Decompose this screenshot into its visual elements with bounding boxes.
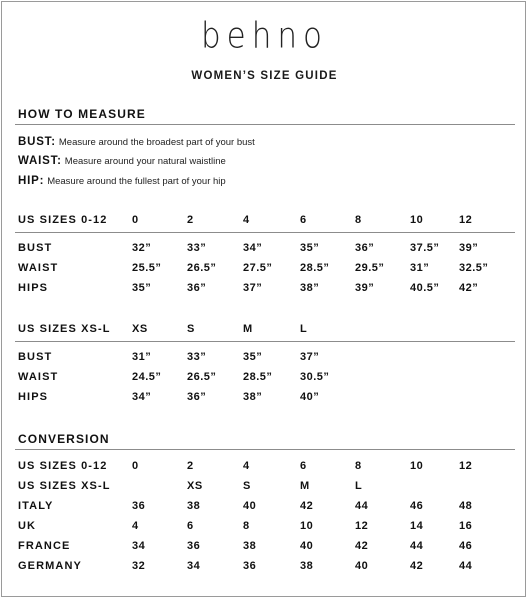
table-row — [0, 480, 529, 496]
divider — [15, 341, 515, 342]
table-cell: L — [355, 480, 363, 492]
table-cell: 36” — [187, 391, 207, 403]
table-cell: 0 — [132, 460, 139, 472]
definition-bust — [18, 136, 255, 148]
table-row — [0, 282, 529, 298]
table-cell: 36” — [355, 242, 375, 254]
table-cell: 2 — [187, 460, 194, 472]
table-cell: 34 — [132, 540, 146, 552]
column-header: 12 — [459, 214, 473, 226]
column-header: L — [300, 323, 308, 335]
column-header: S — [187, 323, 195, 335]
column-header: 2 — [187, 214, 194, 226]
table-cell: 12 — [459, 460, 473, 472]
table-cell: 36 — [187, 540, 201, 552]
table-cell: 26.5” — [187, 371, 217, 383]
table-cell: 44 — [459, 560, 473, 572]
table-cell: 26.5” — [187, 262, 217, 274]
row-label: US SIZES XS-L — [18, 480, 111, 492]
table-cell: 31” — [410, 262, 430, 274]
column-header: 0 — [132, 214, 139, 226]
table-cell: 31” — [132, 351, 152, 363]
table-cell: 6 — [300, 460, 307, 472]
table-cell: 40” — [300, 391, 320, 403]
table-row — [0, 500, 529, 516]
table-cell: 35” — [300, 242, 320, 254]
table-cell: 38 — [300, 560, 314, 572]
table-cell: 40 — [355, 560, 369, 572]
table-cell: 44 — [410, 540, 424, 552]
row-label: HIPS — [18, 282, 49, 294]
table-cell: 25.5” — [132, 262, 162, 274]
table-cell: 35” — [243, 351, 263, 363]
table-cell: 16 — [459, 520, 473, 532]
definition-hip — [18, 175, 226, 187]
table-cell: 33” — [187, 351, 207, 363]
table-cell: 10 — [300, 520, 314, 532]
table-cell: 35” — [132, 282, 152, 294]
row-label: BUST — [18, 351, 53, 363]
table-cell: 29.5” — [355, 262, 385, 274]
column-header: XS — [132, 323, 148, 335]
table-row — [0, 520, 529, 536]
table-cell: 36 — [243, 560, 257, 572]
table-row — [0, 391, 529, 407]
column-header: M — [243, 323, 253, 335]
table-row — [0, 560, 529, 576]
row-label: WAIST — [18, 371, 59, 383]
table-cell: S — [243, 480, 251, 492]
table-cell: 8 — [243, 520, 250, 532]
table-cell: 42 — [410, 560, 424, 572]
table-row — [0, 371, 529, 387]
table-row — [0, 351, 529, 367]
table-row — [0, 540, 529, 556]
table-cell: 46 — [410, 500, 424, 512]
table-cell: 4 — [132, 520, 139, 532]
conversion-heading: CONVERSION — [18, 432, 110, 446]
table-cell: 32” — [132, 242, 152, 254]
table-cell: 42 — [355, 540, 369, 552]
table-cell: 28.5” — [300, 262, 330, 274]
table-cell: 38 — [187, 500, 201, 512]
table-row — [0, 242, 529, 258]
divider — [15, 232, 515, 233]
column-header: 6 — [300, 214, 307, 226]
table-cell: 34” — [243, 242, 263, 254]
definition-term: HIP: — [18, 175, 45, 187]
table-cell: 4 — [243, 460, 250, 472]
table-cell: 37.5” — [410, 242, 440, 254]
table-cell: 46 — [459, 540, 473, 552]
table-cell: 28.5” — [243, 371, 273, 383]
table-header-us-0-12 — [0, 214, 529, 230]
table-cell: 44 — [355, 500, 369, 512]
table-cell: 33” — [187, 242, 207, 254]
table-cell: 24.5” — [132, 371, 162, 383]
table-row — [0, 460, 529, 476]
table-cell: 42 — [300, 500, 314, 512]
column-header: 8 — [355, 214, 362, 226]
table-cell: 34 — [187, 560, 201, 572]
brand-logo: behno — [200, 15, 328, 57]
table-cell: 39” — [355, 282, 375, 294]
table-cell: 40 — [243, 500, 257, 512]
table-cell: 27.5” — [243, 262, 273, 274]
column-header-label: US SIZES XS-L — [18, 323, 111, 335]
table-cell: 34” — [132, 391, 152, 403]
table-cell: 40 — [300, 540, 314, 552]
table-cell: 12 — [355, 520, 369, 532]
column-header-label: US SIZES 0-12 — [18, 214, 108, 226]
definition-text: Measure around the fullest part of your hip — [47, 176, 226, 187]
table-cell: 38” — [243, 391, 263, 403]
table-cell: 32 — [132, 560, 146, 572]
definition-waist — [18, 155, 226, 167]
table-cell: 37” — [300, 351, 320, 363]
row-label: ITALY — [18, 500, 54, 512]
table-cell: 30.5” — [300, 371, 330, 383]
table-header-us-xs-l — [0, 323, 529, 339]
row-label: WAIST — [18, 262, 59, 274]
table-cell: M — [300, 480, 310, 492]
definition-term: BUST: — [18, 136, 56, 148]
table-cell: 42” — [459, 282, 479, 294]
table-cell: 8 — [355, 460, 362, 472]
row-label: HIPS — [18, 391, 49, 403]
table-cell: 38 — [243, 540, 257, 552]
row-label: FRANCE — [18, 540, 71, 552]
row-label: UK — [18, 520, 37, 532]
column-header: 4 — [243, 214, 250, 226]
page-title: WOMEN’S SIZE GUIDE — [191, 70, 338, 82]
table-cell: 32.5” — [459, 262, 489, 274]
definition-text: Measure around your natural waistline — [64, 156, 226, 167]
table-cell: 40.5” — [410, 282, 440, 294]
table-cell: 36 — [132, 500, 146, 512]
table-cell: XS — [187, 480, 203, 492]
table-cell: 10 — [410, 460, 424, 472]
row-label: US SIZES 0-12 — [18, 460, 108, 472]
row-label: BUST — [18, 242, 53, 254]
table-cell: 14 — [410, 520, 424, 532]
table-row — [0, 262, 529, 278]
column-header: 10 — [410, 214, 424, 226]
table-cell: 36” — [187, 282, 207, 294]
divider — [15, 449, 515, 450]
definition-term: WAIST: — [18, 155, 62, 167]
table-cell: 48 — [459, 500, 473, 512]
table-cell: 38” — [300, 282, 320, 294]
row-label: GERMANY — [18, 560, 82, 572]
table-cell: 6 — [187, 520, 194, 532]
how-to-measure-heading: HOW TO MEASURE — [18, 107, 146, 121]
definition-text: Measure around the broadest part of your bust — [58, 137, 255, 148]
table-cell: 37” — [243, 282, 263, 294]
divider — [15, 124, 515, 125]
table-cell: 39” — [459, 242, 479, 254]
